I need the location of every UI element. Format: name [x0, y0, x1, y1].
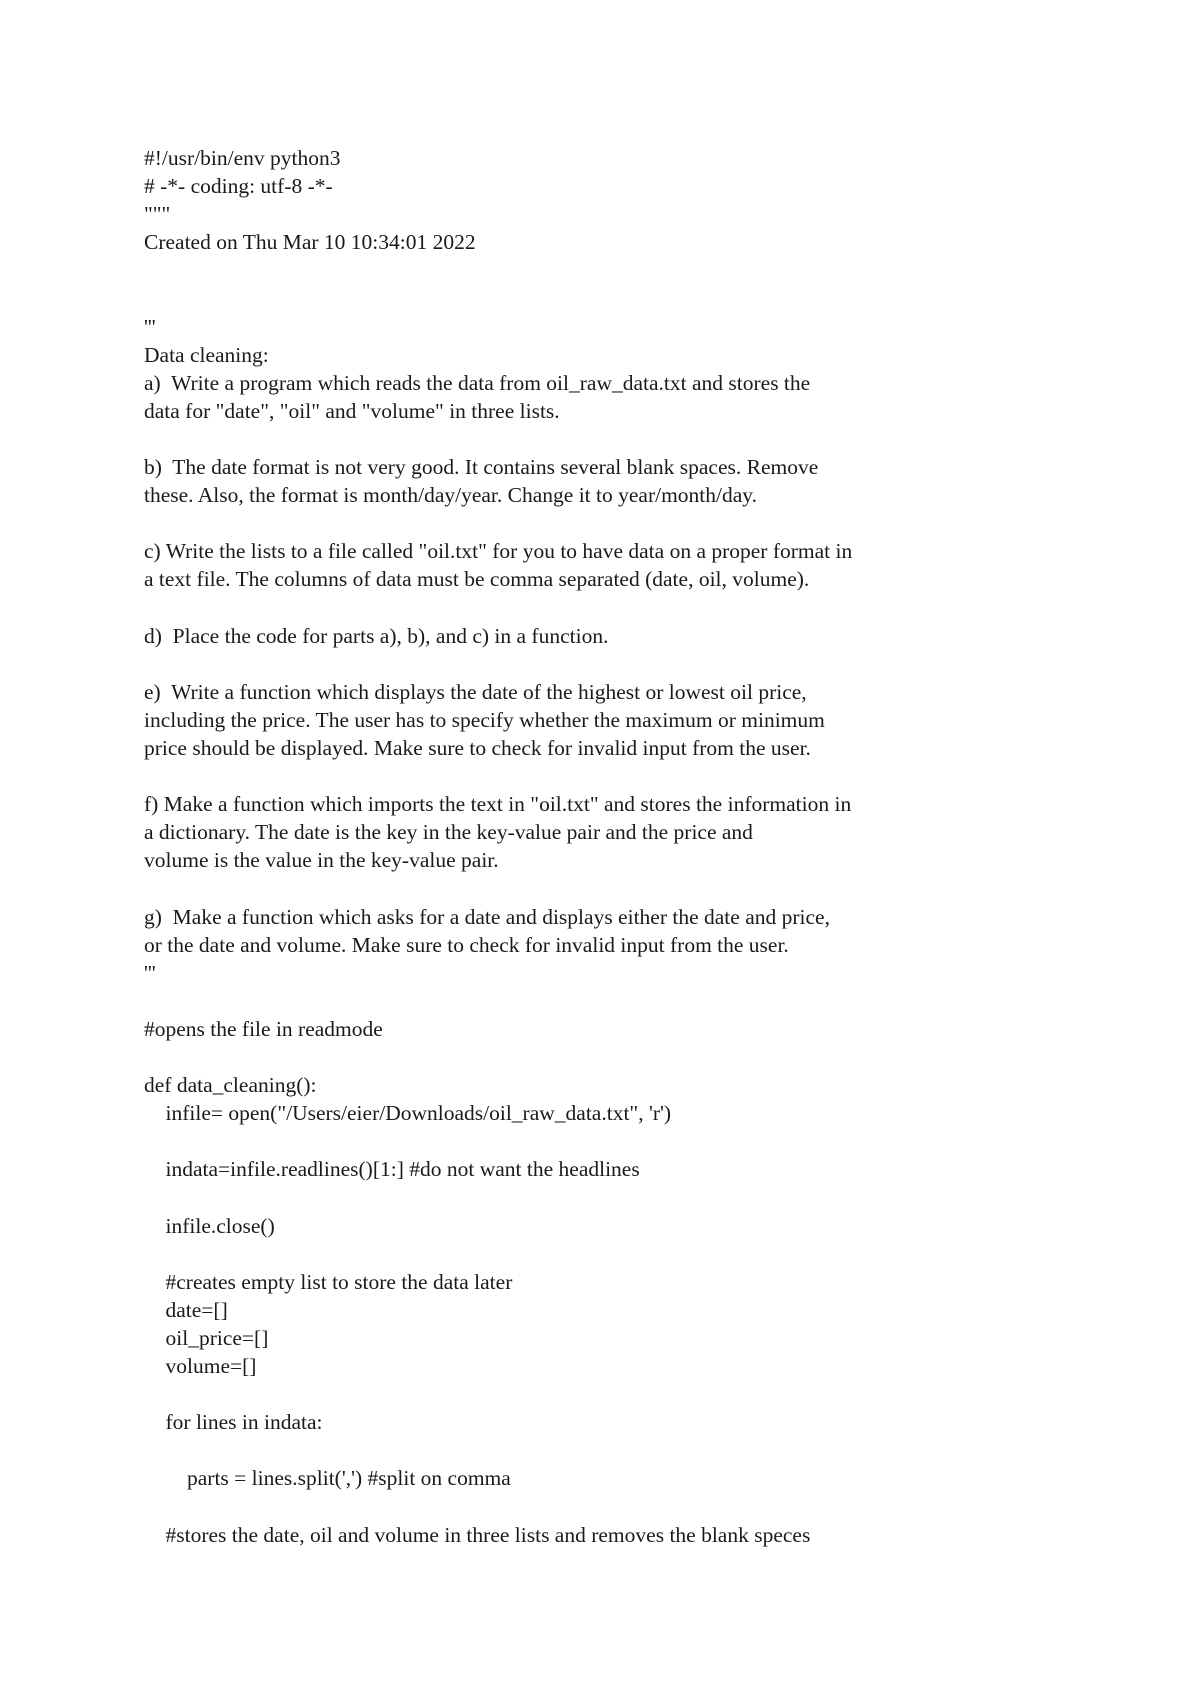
text-line: price should be displayed. Make sure to check for invalid input from the user.: [144, 735, 811, 760]
text-line: f) Make a function which imports the text in "oil.txt" and stores the information in: [144, 792, 852, 817]
blank-line: [144, 509, 1144, 537]
text-line: ''': [144, 960, 156, 985]
blank-line: [144, 1493, 1144, 1521]
blank-line: [144, 1183, 1144, 1211]
text-line: volume=[]: [144, 1354, 257, 1379]
document-text: [144, 144, 1144, 1549]
text-line: #opens the file in readmode: [144, 1016, 383, 1041]
text-line: #stores the date, oil and volume in three lists and removes the blank speces: [144, 1522, 811, 1547]
text-line: data for "date", "oil" and "volume" in three lists.: [144, 398, 560, 423]
text-line: these. Also, the format is month/day/year. Change it to year/month/day.: [144, 483, 758, 508]
blank-line: [144, 1043, 1144, 1071]
blank-line: [144, 1127, 1144, 1155]
text-line: volume is the value in the key-value pair.: [144, 848, 499, 873]
text-line: e) Write a function which displays the date of the highest or lowest oil price,: [144, 679, 807, 704]
text-line: def data_cleaning():: [144, 1073, 317, 1098]
text-line: Data cleaning:: [144, 342, 269, 367]
text-line: ''': [144, 314, 156, 339]
text-line: Created on Thu Mar 10 10:34:01 2022: [144, 230, 476, 255]
blank-line: [144, 594, 1144, 622]
text-line: including the price. The user has to specify whether the maximum or minimum: [144, 707, 825, 732]
text-line: c) Write the lists to a file called "oil.txt" for you to have data on a proper format in: [144, 539, 853, 564]
blank-line: [144, 256, 1144, 284]
text-line: #creates empty list to store the data later: [144, 1269, 513, 1294]
text-line: parts = lines.split(',') #split on comma: [144, 1466, 511, 1491]
text-line: a text file. The columns of data must be comma separated (date, oil, volume).: [144, 567, 810, 592]
blank-line: [144, 1380, 1144, 1408]
blank-line: [144, 874, 1144, 902]
text-line: g) Make a function which asks for a date and displays either the date and price,: [144, 904, 830, 929]
text-line: for lines in indata:: [144, 1410, 323, 1435]
text-line: infile= open("/Users/eier/Downloads/oil_raw_data.txt", 'r'): [144, 1101, 672, 1126]
text-line: """: [144, 202, 171, 227]
text-line: or the date and volume. Make sure to check for invalid input from the user.: [144, 932, 789, 957]
blank-line: [144, 284, 1144, 312]
text-line: infile.close(): [144, 1213, 275, 1238]
text-line: #!/usr/bin/env python3: [144, 146, 341, 170]
text-line: b) The date format is not very good. It contains several blank spaces. Remove: [144, 455, 819, 480]
text-line: d) Place the code for parts a), b), and c) in a function.: [144, 623, 609, 648]
text-line: a dictionary. The date is the key in the key-value pair and the price and: [144, 820, 753, 845]
text-line: # -*- coding: utf-8 -*-: [144, 174, 333, 199]
blank-line: [144, 987, 1144, 1015]
blank-line: [144, 762, 1144, 790]
text-line: date=[]: [144, 1297, 228, 1322]
text-line: indata=infile.readlines()[1:] #do not want the headlines: [144, 1157, 640, 1182]
blank-line: [144, 1436, 1144, 1464]
blank-line: [144, 650, 1144, 678]
blank-line: [144, 425, 1144, 453]
blank-line: [144, 1240, 1144, 1268]
text-line: a) Write a program which reads the data from oil_raw_data.txt and stores the: [144, 370, 811, 395]
text-line: oil_price=[]: [144, 1325, 269, 1350]
